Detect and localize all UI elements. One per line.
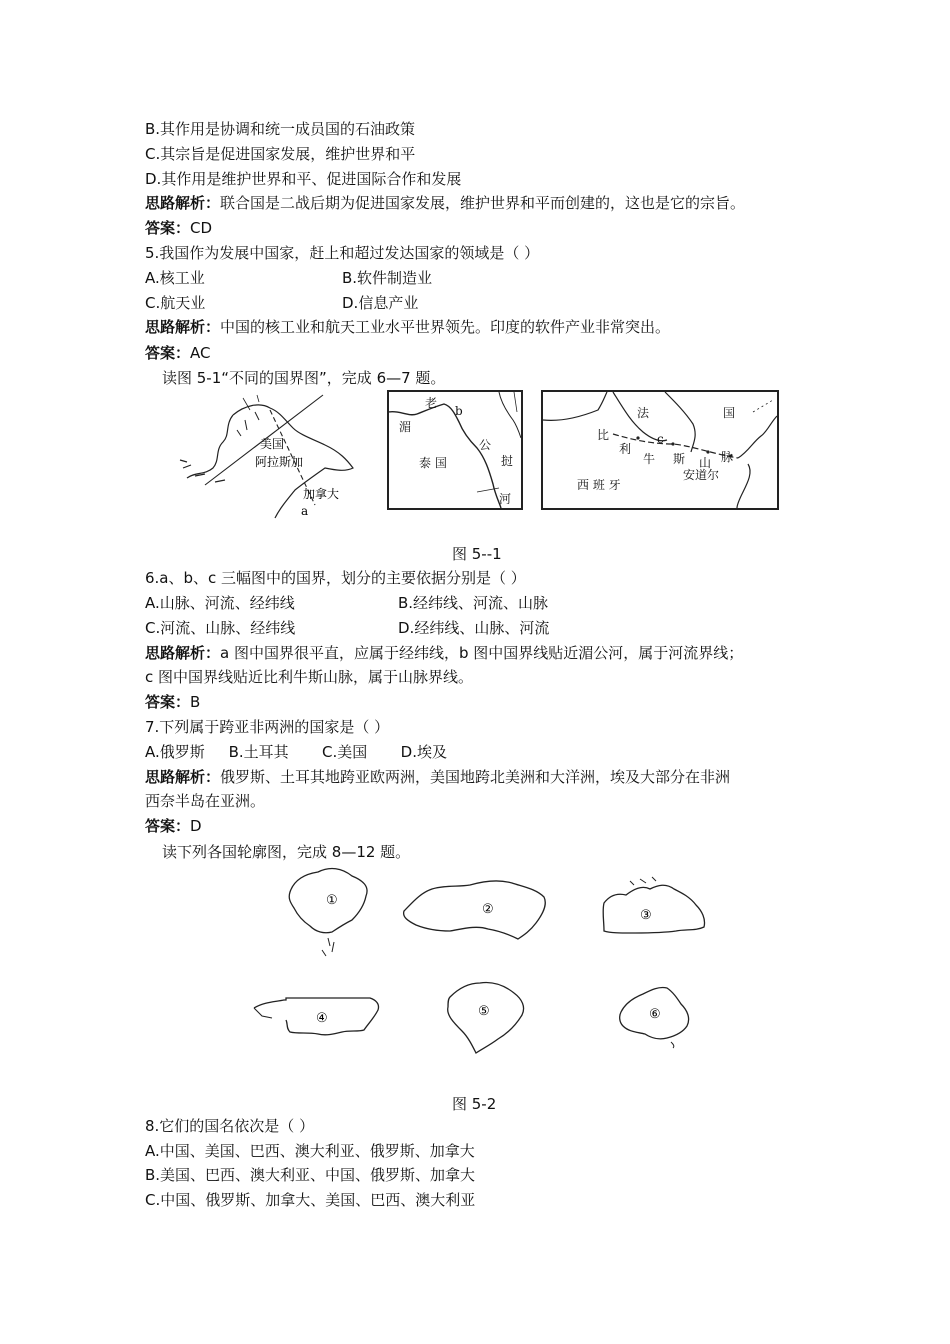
q6-option-a: A.山脉、河流、经纬线: [145, 594, 295, 612]
q5-stem: 5.我国作为发展中国家，赶上和超过发达国家的领域是（ ）: [145, 244, 540, 262]
map-c-label-france-2: 国: [723, 406, 736, 420]
q6-analysis-cont: c 图中国界线贴近比利牛斯山脉，属于山脉界线。: [145, 668, 474, 686]
analysis-text: a 图中国界很平直，应属于经纬线，b 图中国界线贴近湄公河，属于河流界线；: [220, 644, 744, 662]
q5-option-d: D.信息产业: [342, 294, 419, 312]
q4-option-c: C.其宗旨是促进国家发展，维护世界和平: [145, 145, 416, 163]
q6-option-d: D.经纬线、山脉、河流: [398, 619, 550, 637]
map-a-letter: a: [301, 504, 309, 518]
outline-number: ⑤: [478, 1004, 490, 1019]
q4-option-b: B.其作用是协调和统一成员国的石油政策: [145, 120, 416, 138]
analysis-label: 思路解析：: [145, 318, 221, 336]
outline-number: ⑥: [649, 1007, 661, 1022]
q5-analysis: [145, 316, 670, 338]
map-a-label-canada: 加拿大: [303, 487, 340, 501]
q5-option-b: B.软件制造业: [342, 269, 433, 287]
q8-option-b: B.美国、巴西、澳大利亚、中国、俄罗斯、加拿大: [145, 1166, 476, 1184]
map-c-label-shan: 山: [699, 456, 712, 470]
map-b-label-thailand: 泰 国: [419, 456, 447, 470]
map-c-label-niu: 牛: [643, 452, 656, 466]
q6-option-c: C.河流、山脉、经纬线: [145, 619, 296, 637]
q4-option-d: D.其作用是维护世界和平、促进国际合作和发展: [145, 170, 462, 188]
answer-label: 答案：: [145, 219, 191, 237]
outline-number: ④: [316, 1011, 328, 1026]
map-c-label-li: 利: [619, 442, 632, 456]
outline-china: [280, 862, 375, 957]
map-a-label-usa: 美国: [260, 437, 285, 451]
map-c-label-bi: 比: [597, 428, 610, 442]
q6-stem: 6.a、b、c 三幅图中的国界，划分的主要依据分别是（ ）: [145, 569, 526, 587]
q7-answer: [145, 815, 202, 837]
outline-canada: [600, 875, 710, 940]
q8-option-a: A.中国、美国、巴西、澳大利亚、俄罗斯、加拿大: [145, 1142, 475, 1160]
outline-usa: [250, 990, 385, 1040]
q5-option-c: C.航天业: [145, 294, 206, 312]
map-c-label-mai: 脉: [721, 450, 734, 464]
figure1-caption: 图 5--1: [452, 545, 502, 563]
analysis-text: 俄罗斯、土耳其地跨亚欧两洲，美国地跨北美洲和大洋洲，埃及大部分在非洲: [220, 768, 731, 786]
q7-options: A.俄罗斯 B.土耳其 C.美国 D.埃及: [145, 743, 447, 761]
map-b-laos-thailand-border: [387, 390, 523, 510]
map-c-france-spain-border: [541, 390, 779, 510]
outline-number: ①: [326, 893, 338, 908]
answer-text: D: [190, 817, 202, 835]
map-b-label-mekong-2: 公: [479, 438, 492, 452]
answer-text: CD: [190, 219, 213, 237]
figure2-caption: 图 5-2: [452, 1095, 497, 1113]
outline-australia: [615, 980, 695, 1050]
map-c-label-si: 斯: [673, 452, 686, 466]
q6-option-b: B.经纬线、河流、山脉: [398, 594, 549, 612]
map-b-label-laos-1: 老: [425, 396, 438, 410]
analysis-label: 思路解析：: [145, 768, 221, 786]
outline-number: ②: [482, 902, 494, 917]
q8-stem: 8.它们的国名依次是（ ）: [145, 1117, 315, 1135]
q6-analysis: [145, 642, 743, 664]
map-c-letter: c: [657, 432, 664, 446]
outline-russia: [400, 875, 550, 945]
q7-stem: 7.下列属于跨亚非两洲的国家是（ ）: [145, 718, 390, 736]
answer-text: AC: [190, 344, 211, 362]
map-c-label-spain: 西 班 牙: [577, 478, 621, 492]
answer-label: 答案：: [145, 817, 191, 835]
outline-number: ③: [640, 908, 652, 923]
outline-brazil: [440, 975, 530, 1055]
q7-analysis-cont: 西奈半岛在亚洲。: [145, 792, 266, 810]
q5-option-a: A.核工业: [145, 269, 205, 287]
map-a-drawing: [175, 390, 375, 520]
map-c-label-france-1: 法: [637, 406, 650, 420]
q8-option-c: C.中国、俄罗斯、加拿大、美国、巴西、澳大利亚: [145, 1191, 476, 1209]
map-b-label-mekong-3: 河: [499, 492, 512, 506]
answer-text: B: [190, 693, 201, 711]
q4-analysis: [145, 192, 745, 214]
figure1-intro: 读图 5-1“不同的国界图”，完成 6—7 题。: [162, 369, 446, 387]
analysis-text: 联合国是二战后期为促进国家发展，维护世界和平而创建的，这也是它的宗旨。: [220, 194, 746, 212]
answer-label: 答案：: [145, 344, 191, 362]
map-a-alaska-border: [175, 390, 375, 520]
map-b-label-laos-2: 挝: [501, 454, 514, 468]
q6-answer: [145, 691, 200, 713]
answer-label: 答案：: [145, 693, 191, 711]
map-b-label-mekong-1: 湄: [399, 420, 412, 434]
map-c-label-andorra: 安道尔: [683, 468, 720, 482]
analysis-text: 中国的核工业和航天工业水平世界领先。印度的软件产业非常突出。: [220, 318, 671, 336]
q4-answer: [145, 217, 212, 239]
analysis-label: 思路解析：: [145, 194, 221, 212]
figure2-intro: 读下列各国轮廓图，完成 8—12 题。: [162, 843, 411, 861]
analysis-label: 思路解析：: [145, 644, 221, 662]
map-a-label-alaska: 阿拉斯加: [255, 455, 304, 469]
q5-answer: [145, 342, 211, 364]
q7-analysis: [145, 766, 730, 788]
map-b-letter: b: [455, 404, 463, 418]
